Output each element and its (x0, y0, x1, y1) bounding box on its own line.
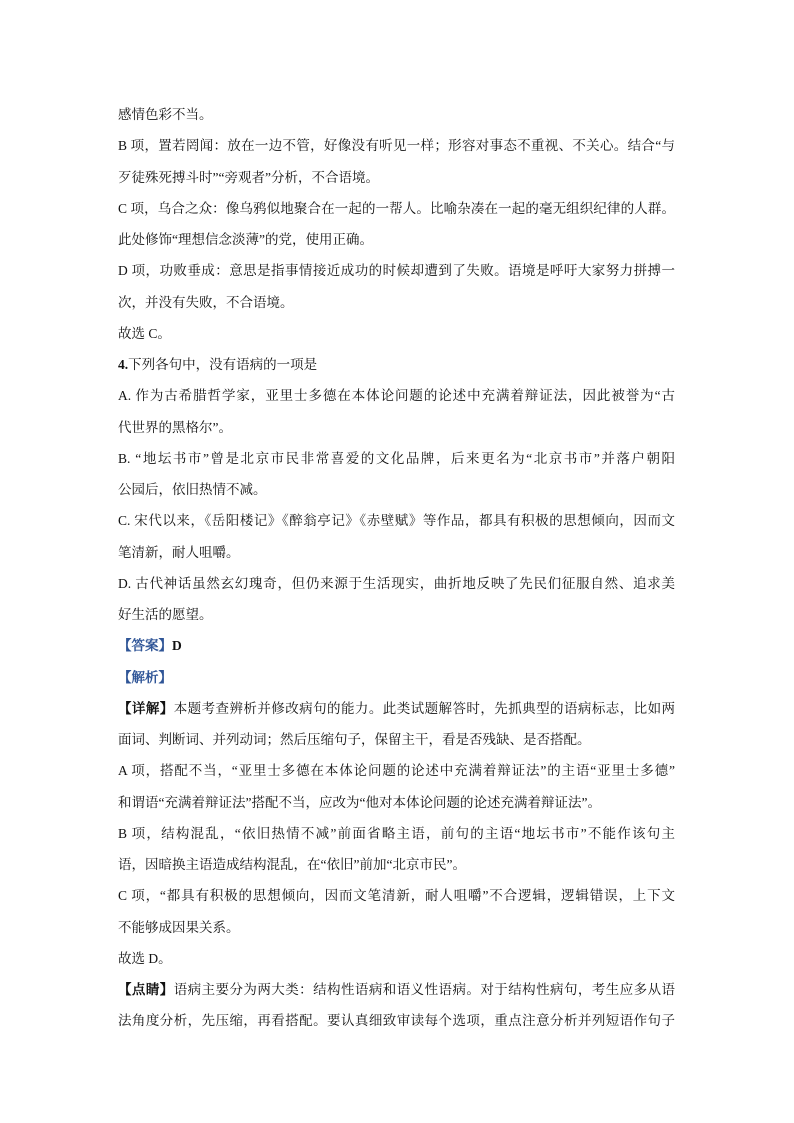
text: 歹徒殊死搏斗时”“旁观者”分析，不合语境。 (118, 169, 379, 185)
text: C 项，“都具有积极的思想倾向，因而文笔清新，耐人咀嚼”不合逻辑，逻辑错误，上下文 (118, 888, 675, 904)
analysis-b-line1 (118, 818, 675, 849)
detail-line2 (118, 724, 675, 755)
detail-label: 【详解】 (118, 700, 174, 716)
option-a-line2 (118, 412, 675, 443)
analysis-b-line2 (118, 849, 675, 880)
question-stem: 下列各句中，没有语病的一项是 (128, 357, 318, 372)
question-number: 4. (118, 357, 129, 372)
option-c-line1 (118, 505, 675, 536)
answer-label: 【答案】 (118, 638, 172, 654)
prev-option-c-line1 (118, 193, 675, 224)
option-c-line2 (118, 537, 675, 568)
option-d-line2 (118, 599, 675, 630)
text: 面词、判断词、并列动词；然后压缩句子，保留主干，看是否残缺、是否搭配。 (118, 732, 591, 747)
document-page (118, 99, 675, 1037)
detail-line1 (118, 693, 675, 724)
analysis-c-line2 (118, 912, 675, 943)
text: 此处修饰“理想信念淡薄”的党，使用正确。 (118, 232, 373, 247)
text: 好生活的愿望。 (118, 607, 213, 622)
option-a-line1 (118, 380, 675, 411)
prev-analysis-tail (118, 99, 675, 130)
text: D. 古代神话虽然玄幻瑰奇，但仍来源于生活现实，曲折地反映了先民们征服自然、追求美 (118, 575, 675, 591)
tip-line1 (118, 974, 675, 1005)
text: 公园后，依旧热情不减。 (118, 482, 267, 497)
answer-line (118, 630, 675, 661)
text: 法角度分析，先压缩，再看搭配。要认真细致审读每个选项，重点注意分析并列短语作句子 (118, 1013, 675, 1029)
text: 语病主要分为两大类：结构性语病和语义性语病。对于结构性病句，考生应多从语 (173, 982, 676, 997)
text: 次，并没有失败，不合语境。 (118, 294, 294, 310)
analysis-label: 【解析】 (118, 669, 172, 685)
tip-label: 【点睛】 (118, 982, 174, 997)
text: B. “地坛书市”曾是北京市民非常喜爱的文化品牌，后来更名为“北京书市”并落户朝阳 (118, 450, 675, 466)
prev-option-d-line2 (118, 287, 675, 318)
prev-option-d-line1 (118, 255, 675, 286)
text: 和谓语“充满着辩证法”搭配不当，应改为“他对本体论问题的论述充满着辩证法”。 (118, 794, 601, 810)
text: 故选 D。 (118, 950, 172, 966)
text: 代世界的黑格尔”。 (118, 419, 232, 435)
tip-line2 (118, 1005, 675, 1036)
prev-option-b-line1 (118, 130, 675, 161)
prev-conclusion (118, 318, 675, 349)
text: 语，因暗换主语造成结构混乱，在“依旧”前加“北京市民”。 (118, 857, 466, 872)
text: 不能够成因果关系。 (118, 919, 240, 935)
text: A. 作为古希腊哲学家，亚里士多德在本体论问题的论述中充满着辩证法，因此被誉为“古 (118, 388, 675, 404)
text: 本题考查辨析并修改病句的能力。此类试题解答时，先抓典型的语病标志，比如两 (173, 700, 676, 716)
analysis-heading (118, 662, 675, 693)
text: 笔清新，耐人咀嚼。 (118, 544, 240, 560)
analysis-c-line1 (118, 880, 675, 911)
analysis-a-line2 (118, 787, 675, 818)
analysis-a-line1 (118, 755, 675, 786)
text: 故选 C。 (118, 325, 171, 341)
text: D 项，功败垂成：意思是指事情接近成功的时候却遭到了失败。语境是呼吁大家努力拼搏一 (118, 263, 675, 279)
text: B 项，结构混乱，“依旧热情不减”前面省略主语，前句的主语“地坛书市”不能作该句主 (118, 825, 675, 841)
answer-value: D (172, 638, 182, 654)
option-b-line1 (118, 443, 675, 474)
question-4-stem (118, 349, 675, 380)
prev-option-c-line2 (118, 224, 675, 255)
prev-option-b-line2 (118, 162, 675, 193)
text: A 项，搭配不当，“亚里士多德在本体论问题的论述中充满着辩证法”的主语“亚里士多德” (118, 763, 675, 779)
option-d-line1 (118, 568, 675, 599)
text: 感情色彩不当。 (118, 107, 213, 122)
option-b-line2 (118, 474, 675, 505)
text: C 项，乌合之众：像乌鸦似地聚合在一起的一帮人。比喻杂凑在一起的毫无组织纪律的人群。 (118, 200, 675, 216)
text: B 项，置若罔闻：放在一边不管，好像没有听见一样；形容对事态不重视、不关心。结合“与 (118, 138, 675, 154)
conclusion (118, 943, 675, 974)
text: C. 宋代以来，《岳阳楼记》《醉翁亭记》《赤壁赋》等作品，都具有积极的思想倾向，因而文 (118, 513, 675, 529)
